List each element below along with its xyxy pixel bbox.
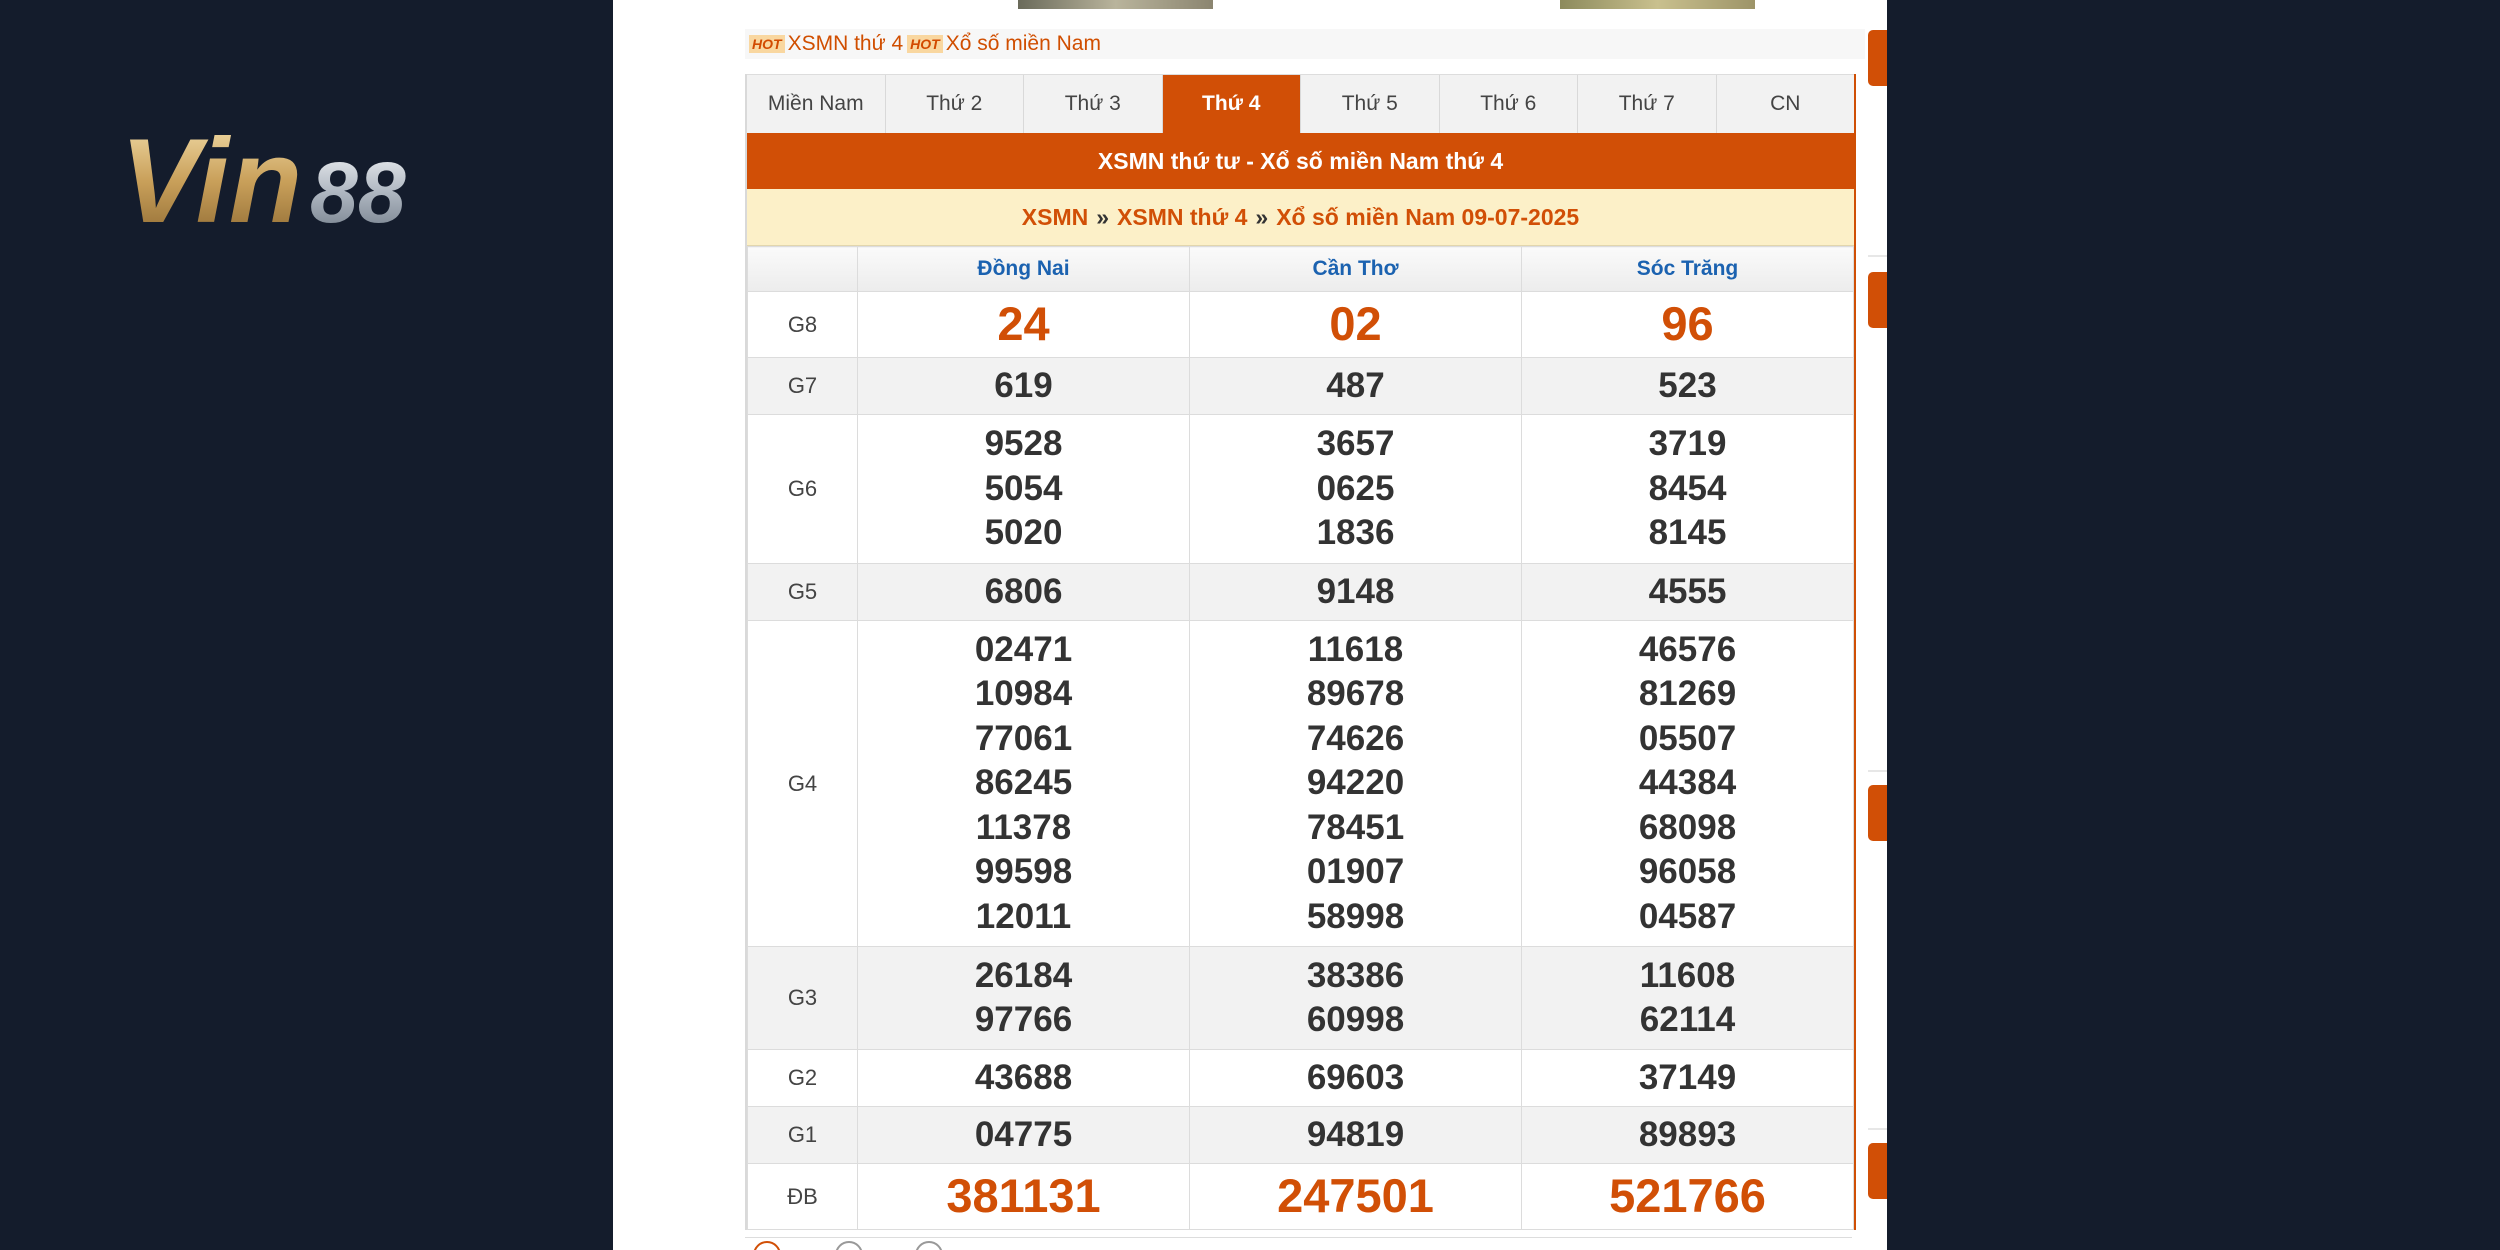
hot-badge: HOT	[907, 35, 943, 53]
result-number: 05507	[1638, 718, 1737, 758]
result-cell	[1190, 1164, 1522, 1230]
hot-links-bar	[745, 29, 1865, 59]
prize-row	[748, 1050, 1854, 1107]
result-cell	[1190, 1107, 1522, 1164]
result-number: 69603	[1306, 1057, 1405, 1097]
result-number: 12011	[975, 896, 1072, 936]
result-cell	[858, 621, 1190, 947]
day-tabs	[747, 74, 1854, 133]
result-cell	[1522, 1164, 1854, 1230]
result-number: 02	[1329, 297, 1382, 351]
result-cell	[858, 1107, 1190, 1164]
prize-label: G7	[748, 358, 858, 415]
results-table	[747, 246, 1854, 1230]
tab-thu-2[interactable]: Thứ 2	[886, 75, 1025, 133]
tab-thu-6[interactable]: Thứ 6	[1440, 75, 1579, 133]
prize-row	[748, 292, 1854, 358]
result-number: 97766	[974, 1000, 1073, 1039]
prize-rows	[748, 292, 1854, 1230]
sidebar-divider	[1868, 255, 1887, 257]
sidebar-header-tab	[1868, 785, 1887, 841]
hot-link-xo-so-mien-nam[interactable]: Xổ số miền Nam	[945, 32, 1101, 55]
tab-mien-nam[interactable]: Miền Nam	[747, 75, 886, 133]
result-number: 04775	[974, 1114, 1073, 1154]
prize-label: G1	[748, 1107, 858, 1164]
province-header[interactable]: Cần Thơ	[1190, 247, 1522, 292]
options-row	[745, 1237, 1852, 1250]
result-number: 619	[994, 365, 1053, 405]
sidebar-divider	[1868, 1128, 1887, 1130]
prize-label: G2	[748, 1050, 858, 1107]
lottery-results	[745, 74, 1856, 1230]
result-number: 11618	[1307, 629, 1404, 669]
result-cell	[1522, 947, 1854, 1050]
result-number: 9528	[984, 424, 1063, 464]
result-cell	[858, 415, 1190, 564]
prize-row	[748, 1164, 1854, 1230]
result-number: 26184	[974, 955, 1073, 995]
result-number: 5020	[984, 513, 1063, 553]
result-cell	[1190, 564, 1522, 621]
result-number: 89893	[1638, 1114, 1737, 1154]
result-number: 9148	[1316, 571, 1395, 611]
result-number: 81269	[1638, 674, 1737, 714]
result-cell	[1190, 358, 1522, 415]
prize-row	[748, 947, 1854, 1050]
result-cell	[1522, 1107, 1854, 1164]
breadcrumb-current[interactable]: Xổ số miền Nam 09-07-2025	[1276, 203, 1580, 230]
prize-label: G3	[748, 947, 858, 1050]
result-number: 60998	[1306, 1000, 1405, 1039]
result-cell	[1190, 621, 1522, 947]
result-number: 5054	[984, 468, 1063, 508]
result-cell	[1522, 292, 1854, 358]
result-number: 86245	[974, 763, 1073, 803]
result-number: 24	[997, 297, 1050, 351]
result-number: 78451	[1306, 807, 1405, 847]
result-number: 8145	[1648, 513, 1727, 553]
result-number: 38386	[1306, 955, 1405, 995]
result-cell	[1190, 947, 1522, 1050]
result-cell	[858, 358, 1190, 415]
result-cell	[1522, 564, 1854, 621]
result-cell	[1522, 415, 1854, 564]
content-panel	[613, 0, 1887, 1250]
result-cell	[858, 564, 1190, 621]
breadcrumb-link[interactable]: XSMN thứ 4	[1117, 203, 1248, 230]
result-number: 94819	[1306, 1114, 1405, 1154]
svg-text:Vin: Vin	[120, 114, 303, 240]
result-cell	[1522, 1050, 1854, 1107]
result-number: 44384	[1638, 763, 1737, 803]
result-number: 77061	[974, 718, 1073, 758]
sidebar-header-tab	[1868, 30, 1887, 86]
result-cell	[1522, 621, 1854, 947]
tab-thu-3[interactable]: Thứ 3	[1024, 75, 1163, 133]
prize-row	[748, 358, 1854, 415]
result-number: 99598	[974, 852, 1073, 892]
result-cell	[858, 947, 1190, 1050]
result-number: 46576	[1638, 629, 1737, 669]
result-number: 1836	[1316, 513, 1395, 553]
prize-label: G6	[748, 415, 858, 564]
hot-link-xsmn-thu-4[interactable]: XSMN thứ 4	[787, 32, 904, 55]
result-number: 381131	[946, 1169, 1101, 1223]
result-number: 247501	[1277, 1169, 1434, 1223]
breadcrumb-separator: »	[1255, 203, 1269, 230]
prize-label: G8	[748, 292, 858, 358]
banner-thumbnail[interactable]	[1018, 0, 1213, 9]
prize-label: G4	[748, 621, 858, 947]
result-number: 94220	[1306, 763, 1405, 803]
result-cell	[1522, 358, 1854, 415]
result-number: 68098	[1638, 807, 1737, 847]
breadcrumb-link[interactable]: XSMN	[1021, 203, 1089, 230]
result-cell	[1190, 292, 1522, 358]
result-number: 6806	[984, 571, 1063, 611]
svg-text:88: 88	[310, 145, 406, 240]
tab-thu-5[interactable]: Thứ 5	[1301, 75, 1440, 133]
sidebar-header-tab	[1868, 1143, 1887, 1199]
prize-column-header	[748, 247, 858, 292]
tab-thu-7[interactable]: Thứ 7	[1578, 75, 1717, 133]
prize-label: G5	[748, 564, 858, 621]
province-header[interactable]: Đồng Nai	[858, 247, 1190, 292]
tab-thu-4[interactable]: Thứ 4	[1163, 75, 1302, 133]
hot-badge: HOT	[749, 35, 785, 53]
result-number: 96058	[1638, 852, 1737, 892]
result-number: 11378	[975, 807, 1072, 847]
result-number: 3657	[1316, 424, 1395, 464]
prize-row	[748, 1107, 1854, 1164]
result-number: 02471	[974, 629, 1073, 669]
result-number: 96	[1661, 297, 1714, 351]
breadcrumb-separator: »	[1096, 203, 1110, 230]
result-number: 487	[1326, 365, 1385, 405]
result-number: 523	[1658, 365, 1717, 405]
banner-thumbnail[interactable]	[1560, 0, 1755, 9]
prize-row	[748, 415, 1854, 564]
vin88-logo	[120, 110, 490, 240]
sidebar-header-tab	[1868, 272, 1887, 328]
sidebar-divider	[1868, 770, 1887, 772]
result-cell	[858, 1050, 1190, 1107]
result-number: 3719	[1648, 424, 1727, 464]
results-title: XSMN thứ tư - Xổ số miền Nam thứ 4	[747, 133, 1854, 189]
result-number: 4555	[1648, 571, 1727, 611]
result-number: 0625	[1316, 468, 1395, 508]
result-number: 43688	[974, 1057, 1073, 1097]
prize-row	[748, 564, 1854, 621]
result-cell	[1190, 415, 1522, 564]
result-number: 04587	[1638, 896, 1737, 936]
result-number: 58998	[1306, 896, 1405, 936]
province-header[interactable]: Sóc Trăng	[1522, 247, 1854, 292]
result-number: 62114	[1639, 1000, 1736, 1039]
result-cell	[858, 292, 1190, 358]
result-cell	[858, 1164, 1190, 1230]
result-cell	[1190, 1050, 1522, 1107]
breadcrumb	[747, 189, 1854, 246]
result-number: 37149	[1638, 1057, 1737, 1097]
tab-cn[interactable]: CN	[1770, 92, 1801, 115]
prize-row	[748, 621, 1854, 947]
result-number: 01907	[1306, 852, 1405, 892]
result-number: 74626	[1306, 718, 1405, 758]
result-number: 8454	[1648, 468, 1727, 508]
prize-label: ĐB	[748, 1164, 858, 1230]
result-number: 521766	[1609, 1169, 1766, 1223]
result-number: 10984	[974, 674, 1073, 714]
result-number: 11608	[1639, 955, 1736, 995]
result-number: 89678	[1306, 674, 1405, 714]
